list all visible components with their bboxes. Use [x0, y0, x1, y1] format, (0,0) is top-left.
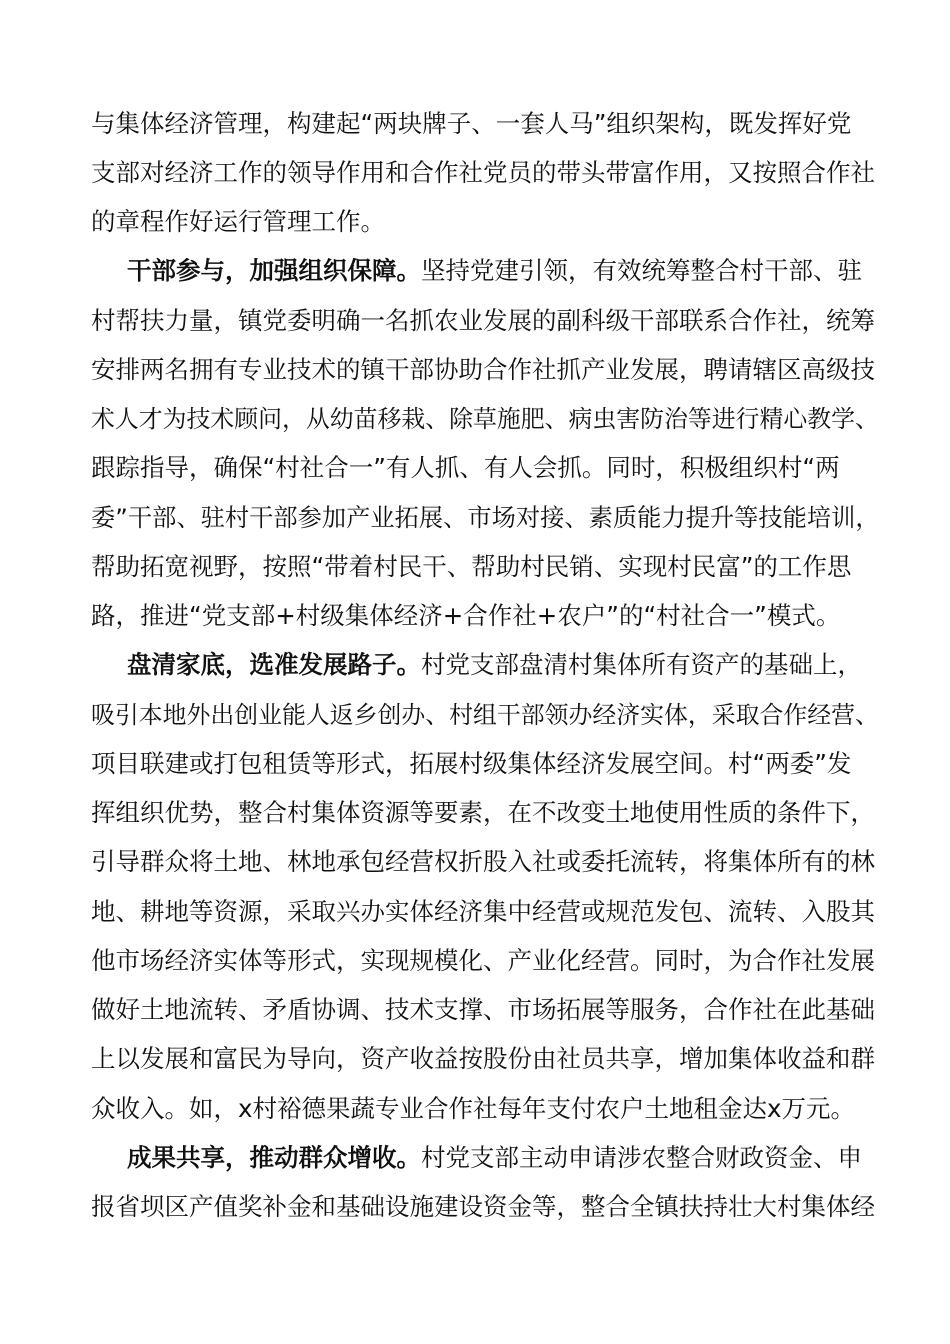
text-line: 他市场经济实体等形式，实现规模化、产业化经营。同时，为合作社发展	[91, 946, 875, 975]
paragraph-heading: 干部参与，加强组织保障。	[127, 256, 421, 285]
text-line: 术人才为技术顾问，从幼苗移栽、除草施肥、病虫害防治等进行精心教学、	[91, 405, 879, 433]
paragraph-heading: 成果共享，推动群众增收。	[127, 1143, 421, 1172]
text-line: 众收入。如，x村裕德果蔬专业合作社每年支付农户土地租金达x万元。	[91, 1094, 855, 1123]
text-line: 帮助拓宽视野，按照“带着村民干、帮助村民销、实现村民富”的工作思	[91, 552, 852, 581]
text-line: 委”干部、驻村干部参加产业拓展、市场对接、素质能力提升等技能培训，	[91, 503, 880, 532]
text-line: 路，推进“党支部+村级集体经济+合作社+农户”的“村社合一”模式。	[91, 601, 841, 630]
text-line: 支部对经济工作的领导作用和合作社党员的带头带富作用，又按照合作社	[91, 158, 875, 187]
text-line: 项目联建或打包租赁等形式，拓展村级集体经济发展空间。村“两委”发	[91, 749, 852, 778]
paragraph-first-line	[127, 256, 862, 286]
text-line: 挥组织优势，整合村集体资源等要素，在不改变土地使用性质的条件下，	[91, 798, 875, 827]
text-line: 安排两名拥有专业技术的镇干部协助合作社抓产业发展，聘请辖区高级技	[91, 355, 875, 384]
text-line: 上以发展和富民为导向，资产收益按股份由社员共享，增加集体收益和群	[91, 1044, 875, 1073]
text-run: 村党支部盘清村集体所有资产的基础上，	[421, 650, 862, 679]
text-run: 村党支部主动申请涉农整合财政资金、申	[421, 1143, 862, 1172]
text-line: 报省坝区产值奖补金和基础设施建设资金等，整合全镇扶持壮大村集体经	[91, 1192, 875, 1221]
text-line: 与集体经济管理，构建起“两块牌子、一套人马”组织架构，既发挥好党	[91, 109, 852, 138]
text-line: 吸引本地外出创业能人返乡创办、村组干部领办经济实体，采取合作经营、	[91, 701, 879, 729]
text-line: 做好土地流转、矛盾协调、技术支撑、市场拓展等服务，合作社在此基础	[91, 995, 875, 1024]
text-line: 村帮扶力量，镇党委明确一名抓农业发展的副科级干部联系合作社，统筹	[91, 306, 875, 335]
paragraph-first-line	[127, 1143, 862, 1173]
text-line: 的章程作好运行管理工作。	[91, 207, 385, 236]
text-line: 地、耕地等资源，采取兴办实体经济集中经营或规范发包、流转、入股其	[91, 897, 875, 926]
text-run: 坚持党建引领，有效统筹整合村干部、驻	[421, 256, 862, 285]
text-line: 引导群众将土地、林地承包经营权折股入社或委托流转，将集体所有的林	[91, 847, 875, 876]
paragraph-heading: 盘清家底，选准发展路子。	[127, 650, 421, 679]
paragraph-first-line	[127, 650, 862, 680]
text-line: 跟踪指导，确保“村社合一”有人抓、有人会抓。同时，积极组织村“两	[91, 453, 840, 482]
